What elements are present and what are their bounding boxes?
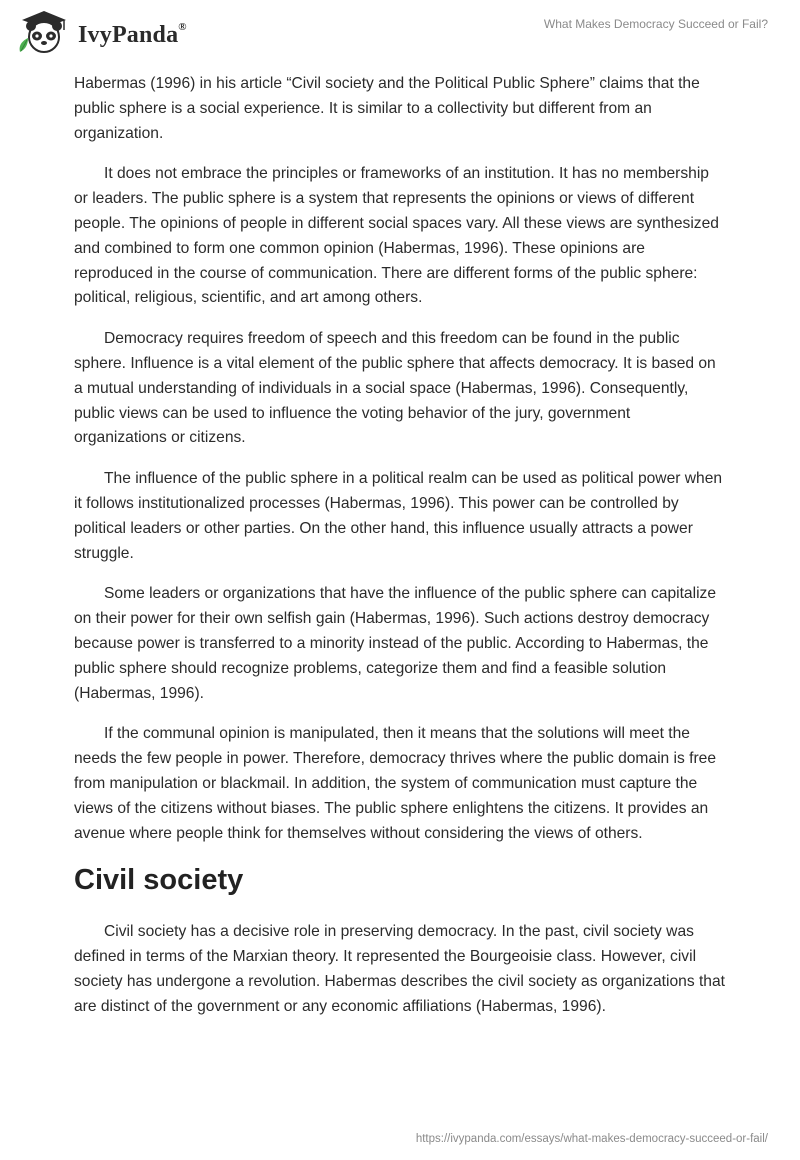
paragraph: Civil society has a decisive role in preserving democracy. In the past, civil society was defined in terms of the Marxian theory. It represented the Bourgeoisie class. However, civil society has undergone a revolution. Habermas describes the civil society as organizations that are distinct of the government or any economic affiliations (Habermas, 1996). — [74, 923, 725, 1015]
running-title: What Makes Democracy Succeed or Fail? — [543, 17, 768, 31]
paragraph: The influence of the public sphere in a political realm can be used as political power when it follows institutionalized processes (Habermas, 1996). This power can be controlled by political leaders or other parties. On the other hand, this influence usually attracts a power struggle. — [74, 470, 723, 562]
page-header — [0, 0, 800, 68]
paragraph: If the communal opinion is manipulated, then it means that the solutions will meet the needs the few people in power. Therefore, democracy thrives where the public domain is free from manipulation or blackmail. In addition, the system of communication must capture the views of the citizens without biases. The public sphere enlightens the citizens. It provides an avenue where people think for themselves without considering the views of others. — [74, 725, 717, 842]
section-heading: Civil society — [74, 864, 244, 897]
paragraph: It does not embrace the principles or frameworks of an institution. It has no membership or leaders. The public sphere is a system that represents the opinions or views of different people. The opinions of people in different social spaces vary. All these views are synthesized and combined to form one common opinion (Habermas, 1996). These opinions are reproduced in the course of communication. There are different forms of the public sphere: political, religious, scientific, and art among others. — [74, 165, 719, 307]
brand-name: IvyPanda® — [78, 21, 187, 48]
paragraph: Democracy requires freedom of speech and this freedom can be found in the public sphere. Influence is a vital element of the public sphere that affects democracy. It is based on a mutual understanding of individuals in a social space (Habermas, 1996). Consequently, public views can be used to influence the voting behavior of the jury, government organizations or citizens. — [74, 330, 716, 447]
essay-content — [74, 72, 726, 1036]
ivypanda-logo[interactable] — [14, 8, 189, 58]
registered-mark: ® — [178, 21, 187, 33]
panda-mascot-icon — [14, 8, 74, 54]
paragraph: Habermas (1996) in his article “Civil society and the Political Public Sphere” claims that the public sphere is a social experience. It is similar to a collectivity but different from an organization. — [74, 75, 700, 142]
paragraph: Some leaders or organizations that have the influence of the public sphere can capitalize on their power for their own selfish gain (Habermas, 1996). Such actions destroy democracy because power is transferred to a minority instead of the public. According to Habermas, the public sphere should recognize problems, categorize them and find a feasible solution (Habermas, 1996). — [74, 585, 717, 702]
source-url[interactable]: https://ivypanda.com/essays/what-makes-democracy-succeed-or-fail/ — [415, 1133, 768, 1145]
